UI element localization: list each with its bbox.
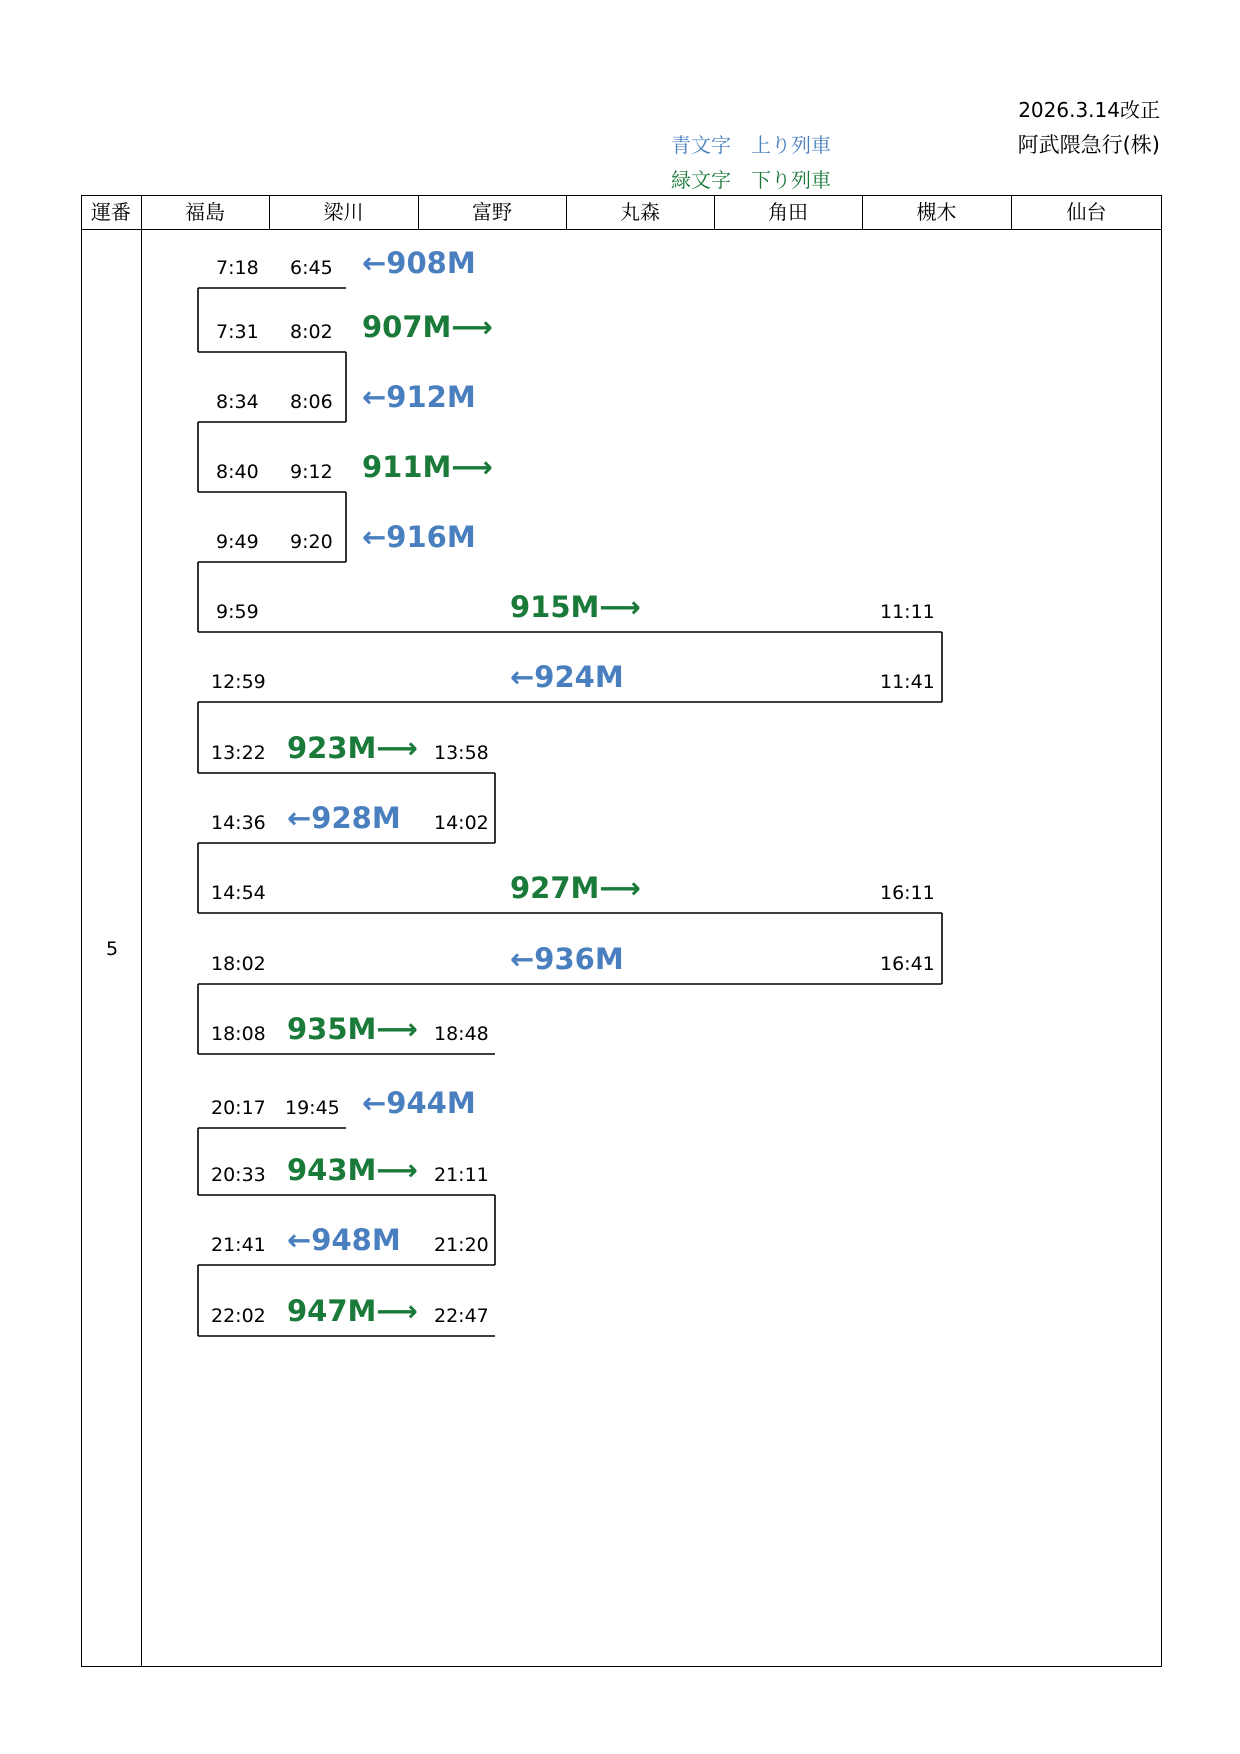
train-number: ←908M xyxy=(362,246,476,280)
arrival-time: 18:48 xyxy=(434,1023,489,1045)
departure-time: 20:33 xyxy=(211,1164,266,1186)
legend-up-trains: 青文字 上り列車 xyxy=(671,133,831,157)
train-number: 943M⟶ xyxy=(287,1153,418,1187)
header-unit: 運番 xyxy=(91,200,131,224)
departure-time: 8:40 xyxy=(216,461,259,483)
train-number: 911M⟶ xyxy=(362,450,493,484)
arrival-time: 9:12 xyxy=(290,461,333,483)
departure-time: 21:41 xyxy=(211,1234,266,1256)
arrival-time: 13:58 xyxy=(434,742,489,764)
header-station-tomino: 富野 xyxy=(472,200,512,224)
departure-time: 12:59 xyxy=(211,671,266,693)
departure-time: 8:34 xyxy=(216,391,259,413)
train-number: ←948M xyxy=(287,1223,401,1257)
arrival-time: 19:45 xyxy=(285,1097,340,1119)
arrival-time: 21:11 xyxy=(434,1164,489,1186)
arrival-time: 8:02 xyxy=(290,321,333,343)
departure-time: 9:49 xyxy=(216,531,259,553)
unit-number: 5 xyxy=(106,938,119,960)
arrival-time: 22:47 xyxy=(434,1305,489,1327)
train-number: 947M⟶ xyxy=(287,1294,418,1328)
departure-time: 9:59 xyxy=(216,601,259,623)
departure-time: 18:08 xyxy=(211,1023,266,1045)
departure-time: 13:22 xyxy=(211,742,266,764)
arrival-time: 9:20 xyxy=(290,531,333,553)
arrival-time: 11:41 xyxy=(880,671,935,693)
departure-time: 7:31 xyxy=(216,321,259,343)
legend-down-trains: 緑文字 下り列車 xyxy=(671,168,831,192)
train-number: 935M⟶ xyxy=(287,1012,418,1046)
departure-time: 14:36 xyxy=(211,812,266,834)
departure-time: 7:18 xyxy=(216,257,259,279)
header-station-yanagawa: 梁川 xyxy=(323,200,364,224)
header-station-fukushima: 福島 xyxy=(185,200,225,224)
company-name: 阿武隈急行(株) xyxy=(1017,133,1160,157)
arrival-time: 11:11 xyxy=(880,601,935,623)
arrival-time: 6:45 xyxy=(290,257,333,279)
arrival-time: 16:41 xyxy=(880,953,935,975)
departure-time: 20:17 xyxy=(211,1097,266,1119)
train-number: 923M⟶ xyxy=(287,731,418,765)
train-number: ←912M xyxy=(362,380,476,414)
train-number: 907M⟶ xyxy=(362,310,493,344)
train-number: ←944M xyxy=(362,1086,476,1120)
arrival-time: 16:11 xyxy=(880,882,935,904)
departure-time: 14:54 xyxy=(211,882,266,904)
train-number: ←916M xyxy=(362,520,476,554)
revision-date: 2026.3.14改正 xyxy=(1018,98,1160,122)
header-station-sendai: 仙台 xyxy=(1066,200,1107,224)
train-number: ←936M xyxy=(510,942,624,976)
departure-time: 22:02 xyxy=(211,1305,266,1327)
arrival-time: 8:06 xyxy=(290,391,333,413)
departure-time: 18:02 xyxy=(211,953,266,975)
header-station-kakuda: 角田 xyxy=(768,200,808,224)
arrival-time: 14:02 xyxy=(434,812,489,834)
arrival-time: 21:20 xyxy=(434,1234,489,1256)
train-number: 927M⟶ xyxy=(510,871,641,905)
train-number: ←924M xyxy=(510,660,624,694)
header-station-tsukinoki: 槻木 xyxy=(916,200,957,224)
train-number: 915M⟶ xyxy=(510,590,641,624)
train-number: ←928M xyxy=(287,801,401,835)
header-station-marumori: 丸森 xyxy=(620,200,660,224)
